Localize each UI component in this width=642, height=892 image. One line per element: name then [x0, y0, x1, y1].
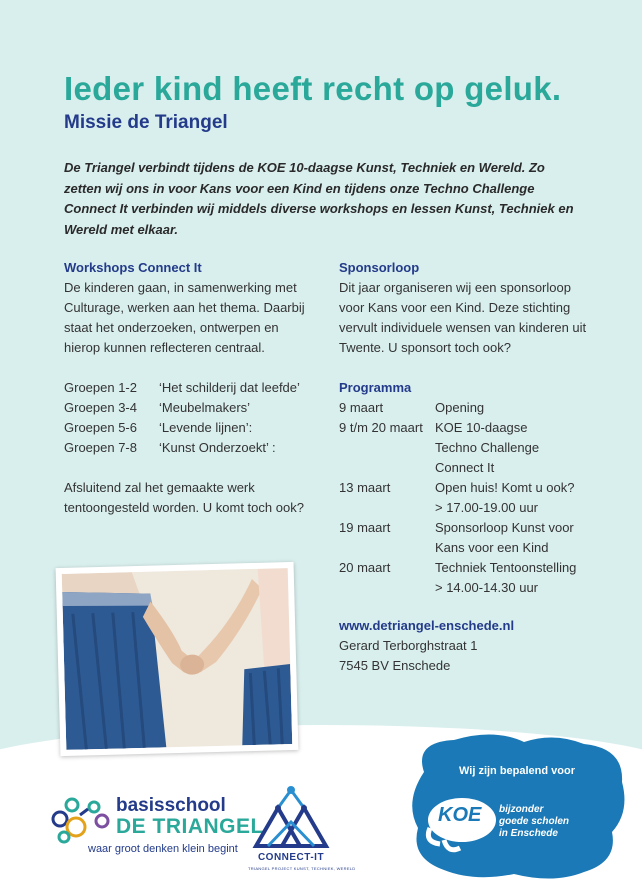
connect-it-name: CONNECT-IT: [257, 852, 325, 863]
event-line: > 14.00-14.30 uur: [435, 580, 538, 595]
event-line: Opening: [435, 400, 485, 415]
address-street: Gerard Terborghstraat 1: [339, 638, 478, 653]
event-line: Kans voor een Kind: [435, 540, 549, 555]
koe-tagline-line: bijzonder: [499, 804, 544, 815]
group-topic: ‘Levende lijnen’:: [159, 420, 253, 435]
page-subtitle: Missie de Triangel: [64, 112, 228, 133]
group-name: Groepen 1-2: [64, 380, 137, 395]
sponsorloop-title: Sponsorloop: [339, 260, 420, 275]
group-row: [64, 438, 314, 458]
koe-tagline-line: goede scholen: [499, 816, 570, 827]
intro-text: De Triangel verbindt tijdens de KOE 10-daagse Kunst, Techniek en Wereld. Zo zetten wij ons in voor Kans voor een Kind en tijdens onze Techno Challenge Connect It verbinden wij middels diverse workshops en lessen Kunst, Techniek en Wereld met elkaar.: [64, 160, 574, 237]
photo-frame: [56, 562, 299, 756]
connect-it-logo: [248, 782, 356, 882]
programma-event: [435, 558, 599, 598]
school-name-line2: DE TRIANGEL: [116, 815, 264, 838]
koe-word: KOE: [438, 804, 482, 826]
workshops-text: De kinderen gaan, in samenwerking met Culturage, werken aan het thema. Daarbij staat het onderzoeken, ontwerpen en hierop kunnen reflecteren centraal.: [64, 280, 305, 355]
programma-row: [339, 418, 599, 478]
school-name-line1: basisschool: [116, 795, 226, 816]
children-holding-hands-photo: [62, 568, 293, 750]
programma-row: [339, 398, 599, 418]
workshops-column: [64, 258, 314, 518]
koe-logo: [404, 732, 630, 882]
group-topic: ‘Kunst Onderzoekt’ :: [159, 440, 276, 455]
sponsorloop-text: Dit jaar organiseren wij een sponsorloop voor Kans voor een Kind. Deze stichting vervult individuele wensen van kinderen uit Twente. U sponsort toch ook?: [339, 280, 587, 355]
programma-date: 20 maart: [339, 560, 391, 575]
programma-date: 19 maart: [339, 520, 391, 535]
event-line: Open huis! Komt u ook?: [435, 480, 575, 495]
event-line: Connect It: [435, 460, 495, 475]
school-logo: [50, 795, 264, 875]
group-name: Groepen 7-8: [64, 440, 137, 455]
page-title: Ieder kind heeft recht op geluk.: [64, 70, 562, 107]
programma-date: 9 maart: [339, 400, 384, 415]
address-city: 7545 BV Enschede: [339, 658, 451, 673]
event-line: > 17.00-19.00 uur: [435, 500, 538, 515]
programma-date: 9 t/m 20 maart: [339, 420, 423, 435]
programma-row: [339, 478, 599, 518]
programma-row: [339, 518, 599, 558]
group-row: [64, 398, 314, 418]
programma-event: [435, 398, 599, 418]
school-tagline: waar groot denken klein begint: [88, 843, 238, 855]
programma-row: [339, 558, 599, 598]
koe-tagline-line: in Enschede: [499, 828, 558, 839]
programma-list: [339, 398, 599, 598]
workshops-title: Workshops Connect It: [64, 260, 202, 275]
programma-event: [435, 518, 599, 558]
group-name: Groepen 5-6: [64, 420, 137, 435]
website-link[interactable]: www.detriangel-enschede.nl: [339, 618, 515, 633]
group-row: [64, 418, 314, 438]
event-line: Techno Challenge: [435, 440, 540, 455]
workshops-closing: Afsluitend zal het gemaakte werk tentoongesteld worden. U komt toch ook?: [64, 480, 304, 515]
connect-it-triangles-icon: [248, 782, 334, 852]
right-column: [339, 258, 599, 676]
event-line: Sponsorloop Kunst voor: [435, 520, 574, 535]
event-line: Techniek Tentoonstelling: [435, 560, 577, 575]
koe-heading: Wij zijn bepalend voor: [458, 765, 576, 777]
group-name: Groepen 3-4: [64, 400, 137, 415]
connect-it-subtitle: TRIANGEL PROJECT KUNST, TECHNIEK, WERELD: [248, 866, 356, 871]
event-line: KOE 10-daagse: [435, 420, 528, 435]
group-row: [64, 378, 314, 398]
koe-tagline: [499, 804, 569, 840]
programma-title: Programma: [339, 380, 412, 395]
group-topic: ‘Het schilderij dat leefde’: [159, 380, 300, 395]
programma-event: [435, 418, 599, 478]
group-topic: ‘Meubelmakers’: [159, 400, 251, 415]
programma-event: [435, 478, 599, 518]
programma-date: 13 maart: [339, 480, 391, 495]
groups-list: [64, 378, 314, 458]
